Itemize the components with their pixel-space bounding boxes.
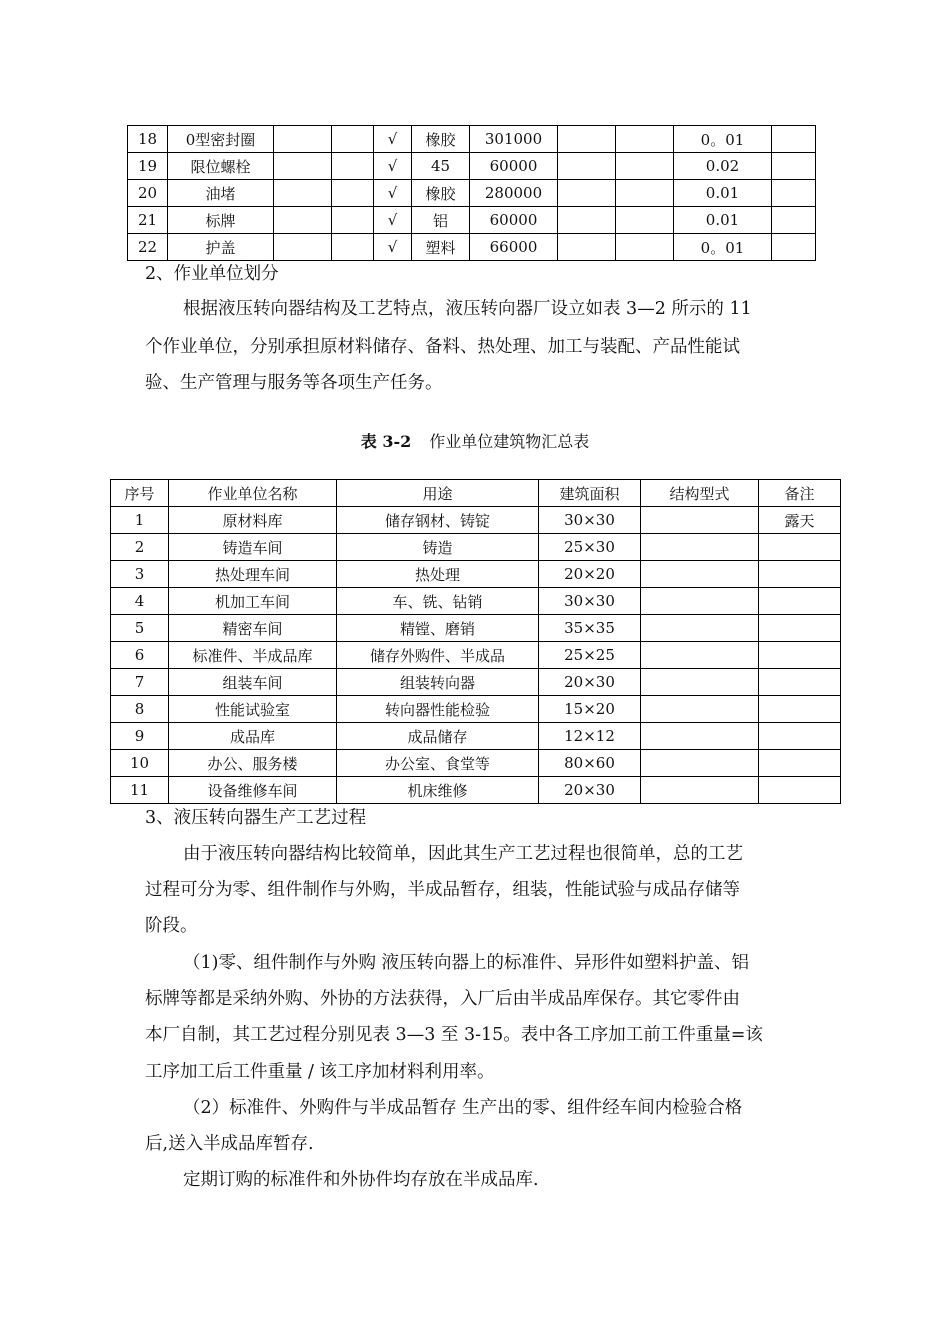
table-cell: √	[374, 126, 412, 153]
table-cell	[558, 207, 616, 234]
table-cell	[759, 750, 841, 777]
table-cell	[332, 126, 374, 153]
table-cell	[558, 153, 616, 180]
table-cell: 铸造	[337, 534, 539, 561]
table-cell: 80×60	[539, 750, 641, 777]
table-cell: 301000	[470, 126, 558, 153]
table-cell	[558, 126, 616, 153]
table-cell: 办公室、食堂等	[337, 750, 539, 777]
table-cell	[641, 588, 759, 615]
table-cell: 储存外购件、半成品	[337, 642, 539, 669]
col-header: 用途	[337, 480, 539, 507]
table-cell	[332, 153, 374, 180]
work-unit-row	[111, 696, 841, 723]
table-cell	[274, 234, 332, 261]
table-cell	[759, 696, 841, 723]
table-cell: 9	[111, 723, 169, 750]
table-cell: 机加工车间	[169, 588, 337, 615]
section3-p3-line: 后,送入半成品库暂存.	[145, 1134, 314, 1154]
table-cell: 铸造车间	[169, 534, 337, 561]
table-cell: 成品储存	[337, 723, 539, 750]
table-cell: 280000	[470, 180, 558, 207]
table-cell: 22	[128, 234, 168, 261]
work-unit-row	[111, 507, 841, 534]
table-cell	[772, 126, 816, 153]
col-header: 备注	[759, 480, 841, 507]
table-cell: 0。01	[674, 234, 772, 261]
table-cell: 露天	[759, 507, 841, 534]
table-cell: 7	[111, 669, 169, 696]
table-cell	[772, 234, 816, 261]
table-cell: 3	[111, 561, 169, 588]
table-cell: 橡胶	[412, 180, 470, 207]
table-cell	[759, 777, 841, 804]
table-cell: 10	[111, 750, 169, 777]
table-cell	[641, 723, 759, 750]
table-cell: 18	[128, 126, 168, 153]
parts-row	[128, 207, 816, 234]
table-cell	[616, 234, 674, 261]
table-cell: 20×30	[539, 669, 641, 696]
table-cell	[641, 561, 759, 588]
table-cell	[641, 534, 759, 561]
parts-table-body	[128, 126, 816, 261]
table-cell: 15×20	[539, 696, 641, 723]
table-cell	[772, 207, 816, 234]
table-cell: 2	[111, 534, 169, 561]
table-cell: 25×30	[539, 534, 641, 561]
table-cell	[759, 615, 841, 642]
table-cell: 11	[111, 777, 169, 804]
table-cell: 限位螺栓	[168, 153, 274, 180]
table-cell	[274, 180, 332, 207]
table-cell	[759, 561, 841, 588]
table-cell: 66000	[470, 234, 558, 261]
table-cell	[759, 534, 841, 561]
table-cell	[772, 153, 816, 180]
col-header: 序号	[111, 480, 169, 507]
table-cell	[616, 126, 674, 153]
work-units-table	[110, 479, 841, 804]
section3-p1-line: 由于液压转向器结构比较简单，因此其生产工艺过程也很简单，总的工艺	[183, 844, 743, 864]
table-cell: 12×12	[539, 723, 641, 750]
table-cell	[558, 234, 616, 261]
section3-p1-line: 阶段。	[145, 916, 198, 936]
table-cell	[759, 723, 841, 750]
table-cell: 0.01	[674, 180, 772, 207]
table-cell: √	[374, 180, 412, 207]
table2-caption-title: 作业单位建筑物汇总表	[429, 432, 590, 451]
table-cell: 标牌	[168, 207, 274, 234]
parts-row	[128, 234, 816, 261]
work-unit-row	[111, 615, 841, 642]
table-cell: 成品库	[169, 723, 337, 750]
table-cell: 原材料库	[169, 507, 337, 534]
table-cell: 转向器性能检验	[337, 696, 539, 723]
table-cell: 6	[111, 642, 169, 669]
section3-p2-line: 本厂自制，其工艺过程分别见表 3—3 至 3-15。表中各工序加工前工件重量=该	[145, 1025, 763, 1045]
work-unit-row	[111, 588, 841, 615]
table-cell: 车、铣、钻销	[337, 588, 539, 615]
table-cell: 19	[128, 153, 168, 180]
table-cell: 塑料	[412, 234, 470, 261]
table-cell: 20×30	[539, 777, 641, 804]
col-header: 结构型式	[641, 480, 759, 507]
table-cell	[558, 180, 616, 207]
table-cell: 机床维修	[337, 777, 539, 804]
parts-table	[127, 125, 816, 261]
table-cell: 储存钢材、铸锭	[337, 507, 539, 534]
table-cell	[274, 153, 332, 180]
table-cell: 铝	[412, 207, 470, 234]
parts-row	[128, 153, 816, 180]
table-header-row	[111, 480, 841, 507]
table-cell: 25×25	[539, 642, 641, 669]
table-cell	[332, 234, 374, 261]
table-cell	[759, 669, 841, 696]
section2-para-line: 验、生产管理与服务等各项生产任务。	[145, 373, 443, 393]
table-cell: 组装车间	[169, 669, 337, 696]
table2-caption	[0, 430, 950, 454]
col-header: 作业单位名称	[169, 480, 337, 507]
table-cell: 45	[412, 153, 470, 180]
table-cell: 0.02	[674, 153, 772, 180]
work-unit-row	[111, 750, 841, 777]
section2-heading: 2、作业单位划分	[145, 264, 279, 284]
table-cell: 1	[111, 507, 169, 534]
table-cell	[641, 696, 759, 723]
section3-p4-line: 定期订购的标准件和外协件均存放在半成品库.	[183, 1170, 539, 1190]
table-cell: 60000	[470, 153, 558, 180]
section3-p2-line: 工序加工后工件重量 / 该工序加材料利用率。	[145, 1062, 495, 1082]
table-cell: 护盖	[168, 234, 274, 261]
work-unit-row	[111, 561, 841, 588]
table-cell	[759, 588, 841, 615]
table-cell: 20×20	[539, 561, 641, 588]
table-cell: 橡胶	[412, 126, 470, 153]
table-cell: 5	[111, 615, 169, 642]
table-cell	[616, 207, 674, 234]
parts-row	[128, 126, 816, 153]
table-cell: 油堵	[168, 180, 274, 207]
table-cell	[616, 180, 674, 207]
table-cell: 60000	[470, 207, 558, 234]
table-cell: √	[374, 153, 412, 180]
work-units-table-body	[111, 507, 841, 804]
table-cell	[641, 507, 759, 534]
table-cell: 20	[128, 180, 168, 207]
table-cell: 办公、服务楼	[169, 750, 337, 777]
table-cell: 0。01	[674, 126, 772, 153]
section3-p2-line: 标牌等都是采纳外购、外协的方法获得，入厂后由半成品库保存。其它零件由	[145, 989, 740, 1009]
table-cell	[332, 180, 374, 207]
table-cell	[274, 207, 332, 234]
table-cell: 30×30	[539, 507, 641, 534]
table-cell	[641, 750, 759, 777]
table-cell	[759, 642, 841, 669]
table-cell: 21	[128, 207, 168, 234]
parts-row	[128, 180, 816, 207]
table-cell	[332, 207, 374, 234]
table-cell: 性能试验室	[169, 696, 337, 723]
table-cell: 4	[111, 588, 169, 615]
table-cell	[641, 615, 759, 642]
table-cell: 标准件、半成品库	[169, 642, 337, 669]
table2-caption-number: 表 3-2	[360, 432, 412, 451]
table-cell: 精密车间	[169, 615, 337, 642]
table-cell: 热处理	[337, 561, 539, 588]
col-header: 建筑面积	[539, 480, 641, 507]
table-cell: √	[374, 234, 412, 261]
work-unit-row	[111, 777, 841, 804]
table-cell: 精镗、磨销	[337, 615, 539, 642]
table-cell	[641, 642, 759, 669]
table-cell: 0型密封圈	[168, 126, 274, 153]
work-unit-row	[111, 534, 841, 561]
table-cell	[772, 180, 816, 207]
work-unit-row	[111, 669, 841, 696]
table-cell: √	[374, 207, 412, 234]
table-cell: 35×35	[539, 615, 641, 642]
section2-para-line: 根据液压转向器结构及工艺特点，液压转向器厂设立如表 3—2 所示的 11	[183, 299, 752, 319]
table-cell: 组装转向器	[337, 669, 539, 696]
table-cell	[616, 153, 674, 180]
table-cell: 设备维修车间	[169, 777, 337, 804]
section3-p3-line: （2）标准件、外购件与半成品暂存 生产出的零、组件经车间内检验合格	[183, 1098, 743, 1118]
table-cell: 30×30	[539, 588, 641, 615]
section3-heading: 3、液压转向器生产工艺过程	[145, 808, 367, 828]
table-cell: 0.01	[674, 207, 772, 234]
table-cell	[641, 777, 759, 804]
work-unit-row	[111, 642, 841, 669]
table-cell	[274, 126, 332, 153]
section2-para-line: 个作业单位，分别承担原材料储存、备料、热处理、加工与装配、产品性能试	[145, 337, 740, 357]
table-cell: 8	[111, 696, 169, 723]
table-cell: 热处理车间	[169, 561, 337, 588]
section3-p1-line: 过程可分为零、组件制作与外购，半成品暂存，组装，性能试验与成品存储等	[145, 880, 740, 900]
work-unit-row	[111, 723, 841, 750]
table-cell	[641, 669, 759, 696]
section3-p2-line: （1)零、组件制作与外购 液压转向器上的标准件、异形件如塑料护盖、铝	[183, 953, 750, 973]
